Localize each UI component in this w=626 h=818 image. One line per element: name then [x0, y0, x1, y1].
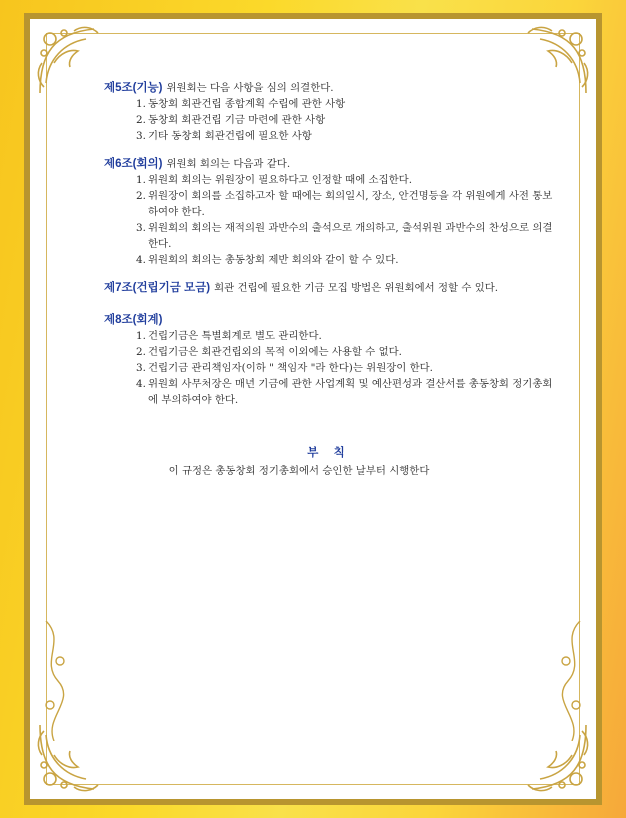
supplementary-title: 부 칙: [307, 447, 351, 459]
article-text: 위원회 회의는 다음과 같다.: [166, 158, 291, 170]
article-title: 제5조(기능): [104, 82, 163, 94]
supplementary-text: 이 규정은 총동창회 정기총회에서 승인한 날부터 시행한다: [168, 465, 430, 477]
article-items: [104, 328, 554, 408]
article-text: 회관 건립에 필요한 기금 모집 방법은 위원회에서 정할 수 있다.: [214, 282, 499, 294]
list-item: 1. 건립기금은 특별회계로 별도 관리한다.: [136, 330, 322, 342]
article-8: [104, 312, 554, 408]
article-items: [104, 172, 554, 268]
article-text: 위원회는 다음 사항을 심의 의결한다.: [166, 82, 334, 94]
list-item: 4. 위원회의 회의는 총동창회 제반 회의와 같이 할 수 있다.: [136, 254, 399, 266]
list-item: 2. 위원장이 회의를 소집하고자 할 때에는 회의일시, 장소, 안건명등을 각 위원에게 사전 통보 하여야 한다.: [136, 190, 553, 218]
list-item: 2. 건립기금은 회관건립외의 목적 이외에는 사용할 수 없다.: [136, 346, 402, 358]
supplementary-provisions: [104, 444, 554, 477]
list-item: 1. 위원회 회의는 위원장이 필요하다고 인정할 때에 소집한다.: [136, 174, 413, 186]
article-items: [104, 96, 554, 144]
list-item: 4. 위원회 사무처장은 매년 기금에 관한 사업계획 및 예산편성과 결산서를 총동창회 정기총회에 부의하여야 한다.: [136, 378, 553, 406]
corner-flourish-icon: [34, 23, 112, 101]
list-item: 1. 동창회 회관건립 종합계획 수립에 관한 사항: [136, 98, 346, 110]
list-item: 2. 동창회 회관건립 기금 마련에 관한 사항: [136, 114, 326, 126]
article-title: 제7조(건립기금 모금): [104, 282, 211, 294]
article-title: 제8조(회계): [104, 314, 163, 326]
article-5: [104, 80, 554, 144]
article-title: 제6조(회의): [104, 158, 163, 170]
list-item: 3. 기타 동창회 회관건립에 필요한 사항: [136, 130, 312, 142]
regulation-body: [104, 80, 554, 420]
article-6: [104, 156, 554, 268]
list-item: 3. 건립기금 관리책임자(이하 " 책임자 "라 한다)는 위원장이 한다.: [136, 362, 433, 374]
article-7: [104, 280, 554, 296]
side-flourish-icon: [544, 621, 590, 741]
side-flourish-icon: [36, 621, 82, 741]
list-item: 3. 위원회의 회의는 재적의원 과반수의 출석으로 개의하고, 출석위원 과반수의 찬성으로 의결한다.: [136, 222, 553, 250]
